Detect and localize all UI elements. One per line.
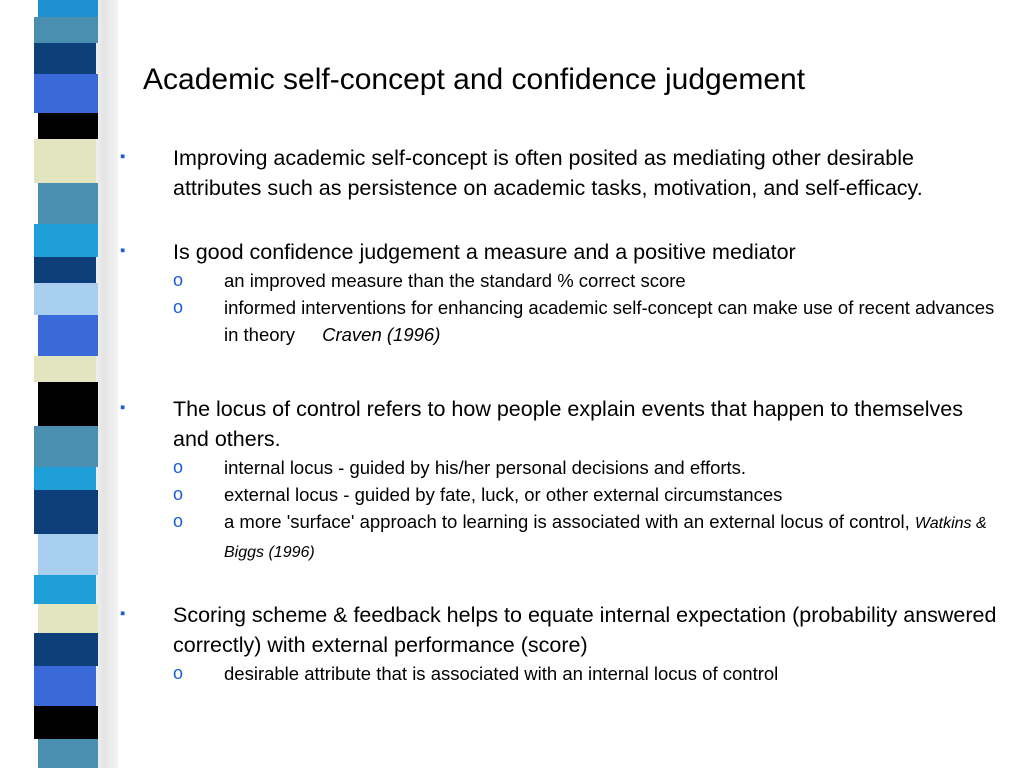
left-decoration-strip: [34, 0, 98, 768]
decor-block: [34, 17, 98, 43]
decor-block: [38, 183, 98, 224]
slide-body: [120, 143, 1000, 687]
decor-block: [34, 283, 98, 316]
bullet-item: [120, 237, 1000, 348]
bullet-marker-icon: ▪: [120, 148, 126, 165]
decor-block: [34, 706, 98, 739]
decor-block: [34, 257, 96, 283]
decor-block: [34, 490, 98, 534]
sub-bullet-list: [173, 454, 1000, 566]
decor-block: [34, 74, 98, 113]
sub-bullet-text: internal locus - guided by his/her personal decisions and efforts.: [224, 457, 747, 478]
sub-bullet-marker-icon: o: [173, 297, 184, 317]
bullet-item: [120, 394, 1000, 566]
sub-bullet-marker-icon: o: [173, 663, 184, 683]
sub-bullet-marker-icon: o: [173, 457, 184, 477]
bullet-text: Is good confidence judgement a measure and a positive mediator: [173, 240, 796, 264]
bullet-item: [120, 143, 1000, 203]
sub-bullet-item: [173, 508, 1000, 566]
sub-bullet-item: [173, 267, 1000, 294]
decor-block: [34, 224, 98, 257]
decor-block: [38, 534, 98, 575]
bullet-marker-icon: ▪: [120, 242, 126, 259]
bullet-text: The locus of control refers to how people explain events that happen to themselves and others.: [173, 397, 963, 451]
sub-bullet-item: [173, 660, 1000, 687]
sub-bullet-text: an improved measure than the standard % correct score: [224, 270, 686, 291]
decor-block: [38, 315, 98, 356]
citation: Watkins & Biggs (1996): [224, 515, 987, 561]
bullet-marker-icon: ▪: [120, 605, 126, 622]
decor-block: [34, 426, 98, 467]
sub-bullet-item: [173, 454, 1000, 481]
decor-block: [38, 739, 98, 768]
decor-block: [34, 139, 96, 183]
bullet-text: Improving academic self-concept is often posited as mediating other desirable attributes such as persistence on academic tasks, motivation, and self-efficacy.: [173, 146, 923, 200]
decor-block: [34, 633, 98, 666]
sub-bullet-text: external locus - guided by fate, luck, or other external circumstances: [224, 484, 783, 505]
decor-block: [34, 467, 96, 490]
decor-block: [34, 575, 96, 604]
sub-bullet-text: informed interventions for enhancing academic self-concept can make use of recent advances in theory: [224, 297, 995, 345]
sub-bullet-list: [173, 660, 1000, 687]
sub-bullet-item: [173, 481, 1000, 508]
sub-bullet-item: [173, 294, 1000, 348]
decor-block: [38, 0, 98, 17]
slide-title: Academic self-concept and confidence judgement: [143, 63, 806, 96]
sub-bullet-list: [173, 267, 1000, 348]
sub-bullet-marker-icon: o: [173, 270, 184, 290]
sub-bullet-marker-icon: o: [173, 484, 184, 504]
sub-bullet-text: a more 'surface' approach to learning is associated with an external locus of control,: [224, 511, 910, 532]
decor-block: [34, 356, 96, 382]
decor-block: [38, 604, 98, 633]
bullet-text: Scoring scheme & feedback helps to equate internal expectation (probability answered correctly) with external performance (score): [173, 603, 997, 657]
sub-bullet-text: desirable attribute that is associated with an internal locus of control: [224, 663, 779, 684]
bullet-marker-icon: ▪: [120, 399, 126, 416]
citation: Craven (1996): [322, 324, 441, 345]
bullet-item: [120, 600, 1000, 687]
decor-block: [34, 666, 96, 707]
decor-block: [38, 382, 98, 426]
sub-bullet-marker-icon: o: [173, 511, 184, 531]
decor-block: [34, 43, 96, 74]
decor-block: [38, 113, 98, 139]
